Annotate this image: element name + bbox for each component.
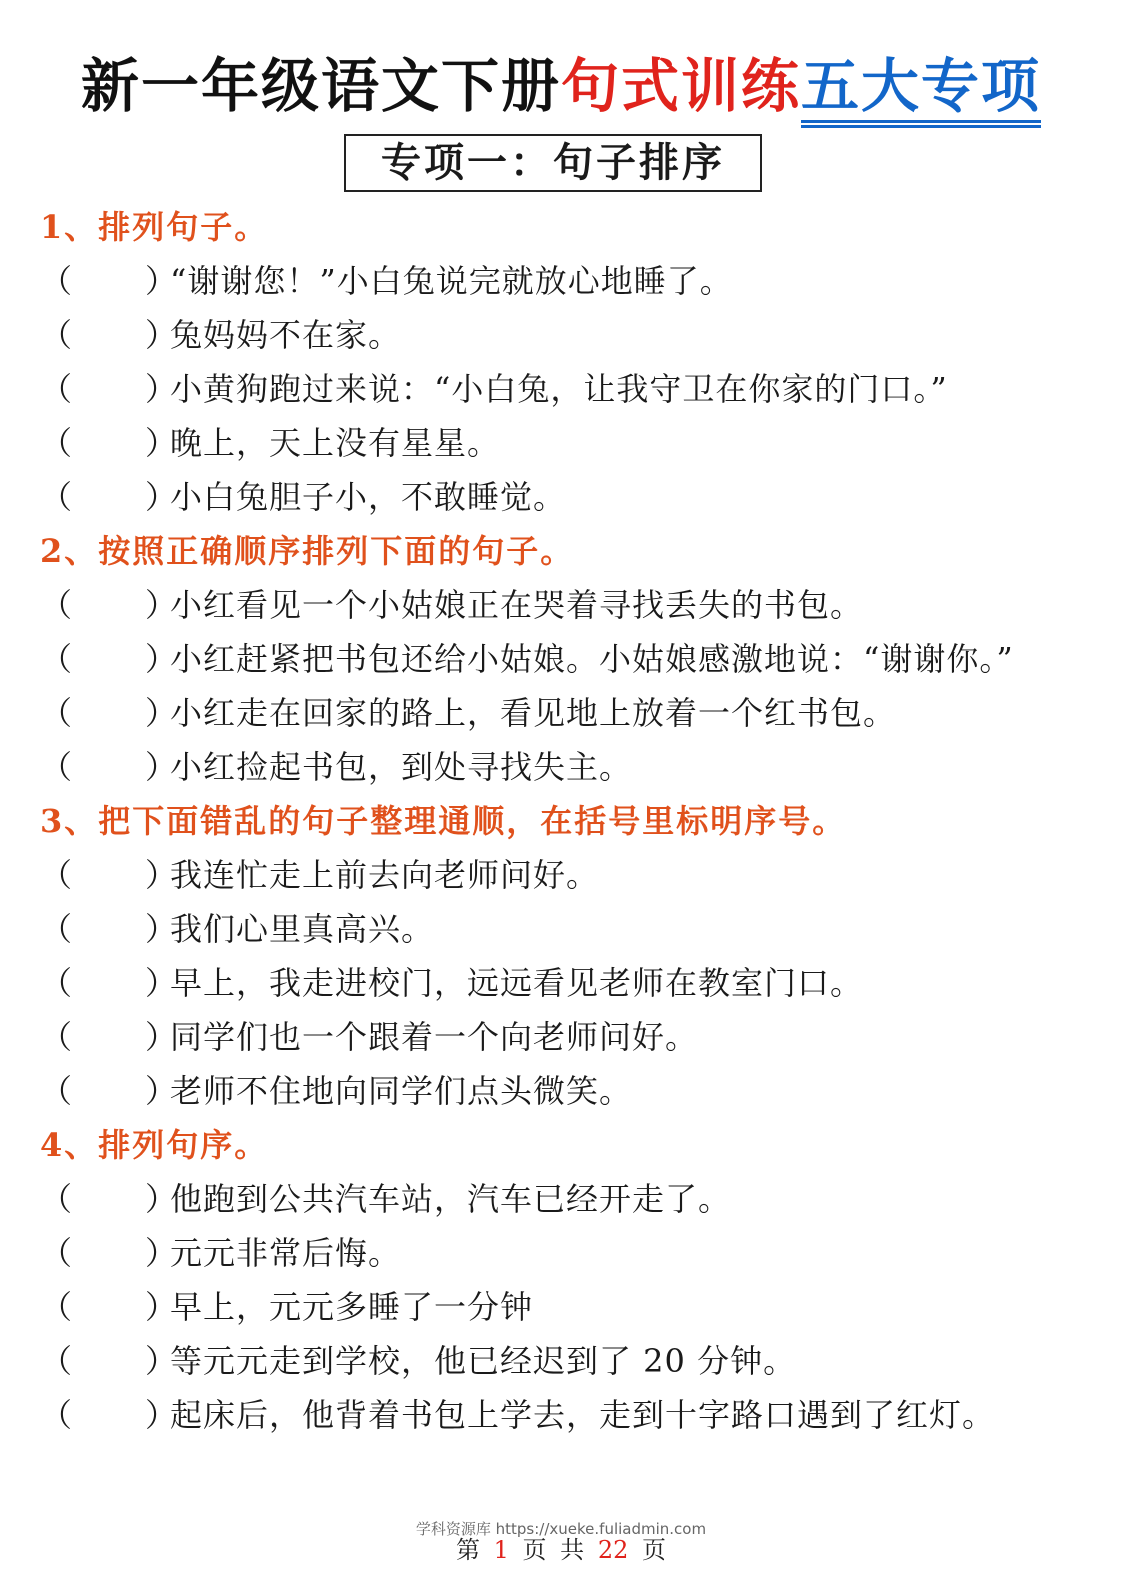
sentence-text: 小红看见一个小姑娘正在哭着寻找丢失的书包。 bbox=[170, 586, 864, 624]
open-paren: （ bbox=[40, 964, 74, 1002]
close-paren: ） bbox=[145, 586, 179, 624]
sentence-text: 小黄狗跑过来说：“小白兔，让我守卫在你家的门口。” bbox=[170, 370, 948, 408]
close-paren: ） bbox=[145, 1396, 179, 1434]
open-paren: （ bbox=[40, 748, 74, 786]
open-paren: （ bbox=[40, 586, 74, 624]
title-part-1: 新一年级语文下册 bbox=[80, 52, 561, 120]
close-paren: ） bbox=[145, 856, 179, 894]
close-paren: ） bbox=[145, 694, 179, 732]
answer-blank[interactable] bbox=[40, 1064, 179, 1118]
sentence-item bbox=[40, 1334, 1082, 1388]
page-title bbox=[0, 48, 1122, 124]
sentence-item bbox=[40, 308, 1082, 362]
footer-suffix: 页 bbox=[642, 1536, 667, 1564]
section-title: 1、排列句子。 bbox=[40, 208, 269, 246]
open-paren: （ bbox=[40, 1234, 74, 1272]
sentence-text: 早上，我走进校门，远远看见老师在教室门口。 bbox=[170, 964, 864, 1002]
footer-middle: 页 共 bbox=[522, 1536, 585, 1564]
answer-blank[interactable] bbox=[40, 308, 179, 362]
answer-blank[interactable] bbox=[40, 362, 179, 416]
exercise-content bbox=[40, 200, 1082, 1442]
answer-blank[interactable] bbox=[40, 1010, 179, 1064]
answer-blank[interactable] bbox=[40, 848, 179, 902]
sentence-item bbox=[40, 1388, 1082, 1442]
sentence-text: 我们心里真高兴。 bbox=[170, 910, 435, 948]
section-heading: 专项一：句子排序 bbox=[381, 140, 725, 186]
close-paren: ） bbox=[145, 748, 179, 786]
sentence-text: 等元元走到学校，他已经迟到了 20 分钟。 bbox=[170, 1342, 797, 1380]
sentence-text: 兔妈妈不在家。 bbox=[170, 316, 402, 354]
open-paren: （ bbox=[40, 1342, 74, 1380]
sentence-item bbox=[40, 1226, 1082, 1280]
sentence-item bbox=[40, 1064, 1082, 1118]
close-paren: ） bbox=[145, 1342, 179, 1380]
close-paren: ） bbox=[145, 964, 179, 1002]
close-paren: ） bbox=[145, 478, 179, 516]
open-paren: （ bbox=[40, 478, 74, 516]
answer-blank[interactable] bbox=[40, 902, 179, 956]
sentence-item bbox=[40, 1010, 1082, 1064]
answer-blank[interactable] bbox=[40, 578, 179, 632]
sentence-text: 小红走在回家的路上，看见地上放着一个红书包。 bbox=[170, 694, 897, 732]
sentence-text: “谢谢您！”小白兔说完就放心地睡了。 bbox=[170, 262, 733, 300]
page-footer bbox=[0, 1535, 1122, 1565]
section-title: 4、排列句序。 bbox=[40, 1126, 269, 1164]
sentence-item bbox=[40, 902, 1082, 956]
sentence-text: 晚上，天上没有星星。 bbox=[170, 424, 501, 462]
open-paren: （ bbox=[40, 694, 74, 732]
sentence-text: 老师不住地向同学们点头微笑。 bbox=[170, 1072, 633, 1110]
sentence-item bbox=[40, 362, 1082, 416]
open-paren: （ bbox=[40, 370, 74, 408]
sentence-item bbox=[40, 848, 1082, 902]
sentence-text: 我连忙走上前去向老师问好。 bbox=[170, 856, 600, 894]
answer-blank[interactable] bbox=[40, 1226, 179, 1280]
close-paren: ） bbox=[145, 370, 179, 408]
sentence-item bbox=[40, 686, 1082, 740]
close-paren: ） bbox=[145, 910, 179, 948]
title-part-3: 五大专项 bbox=[801, 48, 1041, 124]
answer-blank[interactable] bbox=[40, 254, 179, 308]
open-paren: （ bbox=[40, 316, 74, 354]
answer-blank[interactable] bbox=[40, 632, 179, 686]
sentence-text: 他跑到公共汽车站，汽车已经开走了。 bbox=[170, 1180, 732, 1218]
close-paren: ） bbox=[145, 1288, 179, 1326]
open-paren: （ bbox=[40, 1018, 74, 1056]
sentence-item bbox=[40, 254, 1082, 308]
answer-blank[interactable] bbox=[40, 470, 179, 524]
section-heading-box bbox=[344, 134, 762, 192]
open-paren: （ bbox=[40, 1072, 74, 1110]
sentence-item bbox=[40, 740, 1082, 794]
sentence-text: 小红捡起书包，到处寻找失主。 bbox=[170, 748, 633, 786]
sentence-item bbox=[40, 578, 1082, 632]
close-paren: ） bbox=[145, 1234, 179, 1272]
answer-blank[interactable] bbox=[40, 1172, 179, 1226]
close-paren: ） bbox=[145, 262, 179, 300]
answer-blank[interactable] bbox=[40, 1280, 179, 1334]
answer-blank[interactable] bbox=[40, 956, 179, 1010]
open-paren: （ bbox=[40, 1396, 74, 1434]
open-paren: （ bbox=[40, 1180, 74, 1218]
answer-blank[interactable] bbox=[40, 1334, 179, 1388]
open-paren: （ bbox=[40, 424, 74, 462]
sentence-text: 元元非常后悔。 bbox=[170, 1234, 402, 1272]
section-title: 2、按照正确顺序排列下面的句子。 bbox=[40, 532, 575, 570]
close-paren: ） bbox=[145, 1180, 179, 1218]
close-paren: ） bbox=[145, 316, 179, 354]
open-paren: （ bbox=[40, 1288, 74, 1326]
open-paren: （ bbox=[40, 910, 74, 948]
open-paren: （ bbox=[40, 856, 74, 894]
sentence-text: 小红赶紧把书包还给小姑娘。小姑娘感激地说：“谢谢你。” bbox=[170, 640, 1014, 678]
answer-blank[interactable] bbox=[40, 740, 179, 794]
answer-blank[interactable] bbox=[40, 686, 179, 740]
open-paren: （ bbox=[40, 640, 74, 678]
total-page-number: 22 bbox=[597, 1536, 629, 1564]
sentence-item bbox=[40, 470, 1082, 524]
answer-blank[interactable] bbox=[40, 1388, 179, 1442]
sentence-text: 同学们也一个跟着一个向老师问好。 bbox=[170, 1018, 699, 1056]
title-part-2: 句式训练 bbox=[560, 52, 801, 120]
open-paren: （ bbox=[40, 262, 74, 300]
close-paren: ） bbox=[145, 640, 179, 678]
sentence-item bbox=[40, 956, 1082, 1010]
sentence-item bbox=[40, 416, 1082, 470]
answer-blank[interactable] bbox=[40, 416, 179, 470]
sentence-item bbox=[40, 632, 1082, 686]
sentence-text: 早上，元元多睡了一分钟 bbox=[170, 1288, 534, 1326]
sentence-text: 小白兔胆子小，不敢睡觉。 bbox=[170, 478, 567, 516]
current-page-number: 1 bbox=[493, 1536, 509, 1564]
sentence-text: 起床后，他背着书包上学去，走到十字路口遇到了红灯。 bbox=[170, 1396, 996, 1434]
close-paren: ） bbox=[145, 1018, 179, 1056]
close-paren: ） bbox=[145, 1072, 179, 1110]
sentence-item bbox=[40, 1280, 1082, 1334]
footer-prefix: 第 bbox=[455, 1536, 480, 1564]
watermark: 学科资源库 https://xueke.fuliadmin.com bbox=[415, 1520, 707, 1538]
section-title: 3、把下面错乱的句子整理通顺，在括号里标明序号。 bbox=[40, 802, 847, 840]
sentence-item bbox=[40, 1172, 1082, 1226]
close-paren: ） bbox=[145, 424, 179, 462]
